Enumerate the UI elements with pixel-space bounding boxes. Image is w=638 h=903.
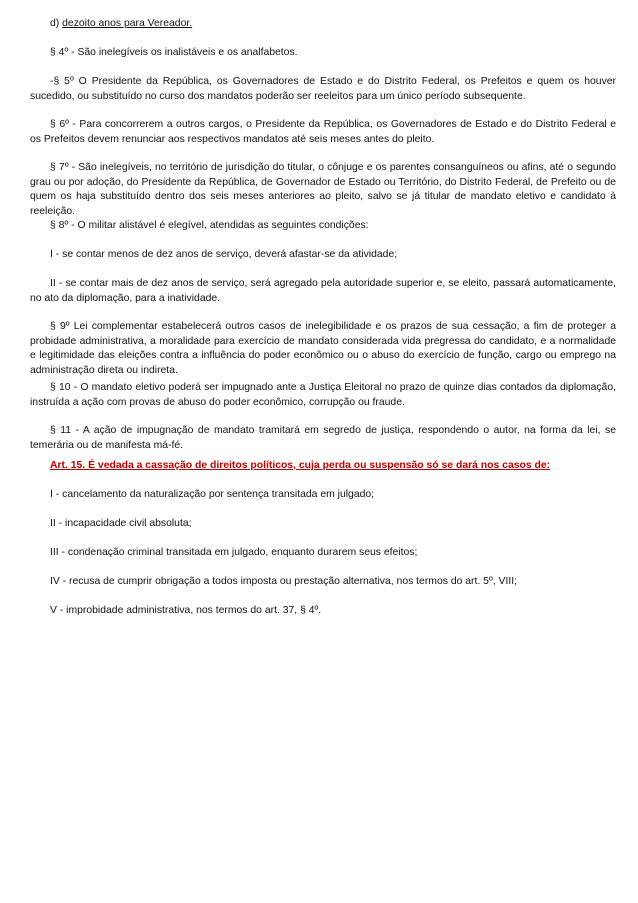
paragraph-11: § 11 - A ação de impugnação de mandato tramitará em segredo de justiça, respondendo o autor, na forma da lei, se temerária ou de manifesta má-fé. (30, 425, 616, 451)
paragraph-6: § 6º - Para concorrerem a outros cargos, o Presidente da República, os Governadores de Estado e do Distrito Federal e os Prefeitos devem renunciar aos respectivos mandatos até seis meses antes do pleito. (30, 119, 616, 145)
paragraph-9: § 9º Lei complementar estabelecerá outros casos de inelegibilidade e os prazos de sua cessação, a fim de proteger a probidade administrativa, a moralidade para exercício de mandato considerada vida pregressa do candidato, e a normalidade e legitimidade das eleições contra a influência do poder econômico ou o abuso do exercício de função, cargo ou emprego na administração direta ou indireta. (30, 321, 616, 376)
paragraph-5: -§ 5º O Presidente da República, os Governadores de Estado e do Distrito Federal, os Prefeitos e quem os houver sucedido, ou substituído no curso dos mandatos poderão ser reeleitos para um único período subsequente. (30, 76, 616, 102)
item-d-prefix: d) (50, 18, 63, 29)
paragraph-10: § 10 - O mandato eletivo poderá ser impugnado ante a Justiça Eleitoral no prazo de quinze dias contados da diplomação, instruída a ação com provas de abuso do poder econômico, corrupção ou fraude. (30, 382, 616, 408)
paragraph-4: § 4º - São inelegíveis os inalistáveis e os analfabetos. (50, 47, 298, 58)
article-15-item-ii: II - incapacidade civil absoluta; (50, 518, 192, 529)
item-d (50, 17, 192, 32)
paragraph-7: § 7º - São inelegíveis, no território de jurisdição do titular, o cônjuge e os parentes consanguíneos ou afins, até o segundo grau ou por adoção, do Presidente da República, de Governador de Estado ou Território, do Distrito Federal, de Prefeito ou de quem os haja substituído dentro dos seis meses anteriores ao pleito, salvo se já titular de mandato eletivo e candidato à reeleição. (30, 162, 616, 217)
item-d-underlined: dezoito anos para Vereador. (62, 18, 193, 29)
article-15-item-iii: III - condenação criminal transitada em julgado, enquanto durarem seus efeitos; (50, 547, 418, 558)
article-15-item-iv: IV - recusa de cumprir obrigação a todos imposta ou prestação alternativa, nos termos do art. 5º, VIII; (50, 576, 517, 587)
article-15-item-i: I - cancelamento da naturalização por sentença transitada em julgado; (50, 489, 375, 500)
article-15-item-v: V - improbidade administrativa, nos termos do art. 37, § 4º. (50, 605, 322, 616)
paragraph-8: § 8º - O militar alistável é elegível, atendidas as seguintes condições: (50, 220, 369, 231)
article-15-heading: Art. 15. É vedada a cassação de direitos políticos, cuja perda ou suspensão só se dará nos casos de: (50, 460, 551, 471)
paragraph-8-item-i: I - se contar menos de dez anos de serviço, deverá afastar-se da atividade; (50, 249, 398, 260)
paragraph-8-item-ii: II - se contar mais de dez anos de serviço, será agregado pela autoridade superior e, se eleito, passará automaticamente, no ato da diplomação, para a inatividade. (30, 278, 616, 304)
